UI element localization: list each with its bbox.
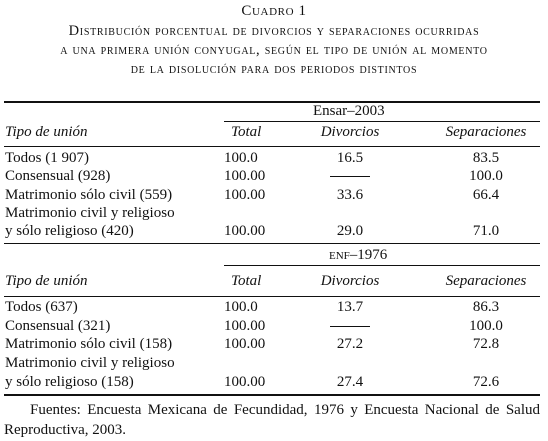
row-divorcios: 27.2 bbox=[336, 336, 364, 352]
row-label: Matrimonio sólo civil (158) bbox=[5, 336, 173, 352]
row-separaciones: 72.6 bbox=[472, 374, 500, 390]
row-divorcios: 16.5 bbox=[336, 150, 364, 166]
period-heading: Ensar–2003 bbox=[313, 103, 385, 119]
row-total: 100.00 bbox=[224, 374, 266, 390]
row-divorcios-dash bbox=[310, 167, 390, 185]
row-label-line1: Matrimonio civil y religioso bbox=[5, 205, 175, 221]
column-header-tipo: Tipo de unión bbox=[5, 273, 88, 289]
row-total: 100.00 bbox=[224, 187, 266, 203]
row-separaciones: 71.0 bbox=[472, 223, 500, 239]
row-separaciones: 100.0 bbox=[469, 318, 503, 334]
row-divorcios: 27.4 bbox=[336, 374, 364, 390]
header-rule bbox=[4, 296, 540, 297]
column-header-tipo: Tipo de unión bbox=[5, 124, 88, 140]
row-total: 100.00 bbox=[224, 223, 266, 239]
row-total: 100.00 bbox=[224, 168, 266, 184]
period-rule bbox=[224, 265, 540, 266]
row-label: y sólo religioso (420) bbox=[5, 223, 134, 239]
row-total: 100.0 bbox=[224, 150, 258, 166]
row-label: Consensual (928) bbox=[5, 168, 111, 184]
row-divorcios: 29.0 bbox=[336, 223, 364, 239]
column-header-divorcios: Divorcios bbox=[320, 124, 380, 140]
row-total: 100.00 bbox=[224, 318, 266, 334]
table-title-line: de la disolución para dos periodos distintos bbox=[130, 61, 418, 77]
em-dash bbox=[330, 176, 370, 177]
row-separaciones: 86.3 bbox=[472, 299, 500, 315]
row-divorcios: 33.6 bbox=[336, 187, 364, 203]
row-separaciones: 72.8 bbox=[472, 336, 500, 352]
row-label: Todos (1 907) bbox=[5, 150, 89, 166]
row-separaciones: 100.0 bbox=[469, 168, 503, 184]
row-label: Matrimonio sólo civil (559) bbox=[5, 187, 173, 203]
table-title-line: Distribución porcentual de divorcios y separaciones ocurridas bbox=[68, 23, 480, 39]
bottom-rule bbox=[4, 394, 540, 396]
row-total: 100.0 bbox=[224, 299, 258, 315]
row-label: y sólo religioso (158) bbox=[5, 374, 134, 390]
row-total: 100.00 bbox=[224, 336, 266, 352]
em-dash bbox=[330, 326, 370, 327]
column-header-total: Total bbox=[231, 273, 262, 289]
row-divorcios: 13.7 bbox=[336, 299, 364, 315]
row-label: Todos (637) bbox=[5, 299, 78, 315]
section-rule bbox=[4, 243, 540, 244]
table-title-line: a una primera unión conyugal, según el tipo de unión al momento bbox=[60, 42, 488, 58]
row-label: Consensual (321) bbox=[5, 318, 111, 334]
header-rule bbox=[4, 146, 540, 147]
top-rule bbox=[4, 101, 540, 103]
column-header-separaciones: Separaciones bbox=[445, 124, 527, 140]
row-label-line1: Matrimonio civil y religioso bbox=[5, 355, 175, 371]
row-separaciones: 66.4 bbox=[472, 187, 500, 203]
row-divorcios-dash bbox=[310, 317, 390, 335]
table-caption: Cuadro 1 bbox=[241, 3, 307, 19]
column-header-total: Total bbox=[231, 124, 262, 140]
period-rule bbox=[224, 121, 540, 122]
column-header-separaciones: Separaciones bbox=[445, 273, 527, 289]
table-title bbox=[0, 22, 548, 79]
table-source-note: Fuentes: Encuesta Mexicana de Fecundidad, 1976 y Encuesta Nacional de Salud Reproductiva, 2003. bbox=[4, 402, 540, 438]
column-header-divorcios: Divorcios bbox=[320, 273, 380, 289]
period-heading: enf–1976 bbox=[329, 247, 388, 263]
row-separaciones: 83.5 bbox=[472, 150, 500, 166]
